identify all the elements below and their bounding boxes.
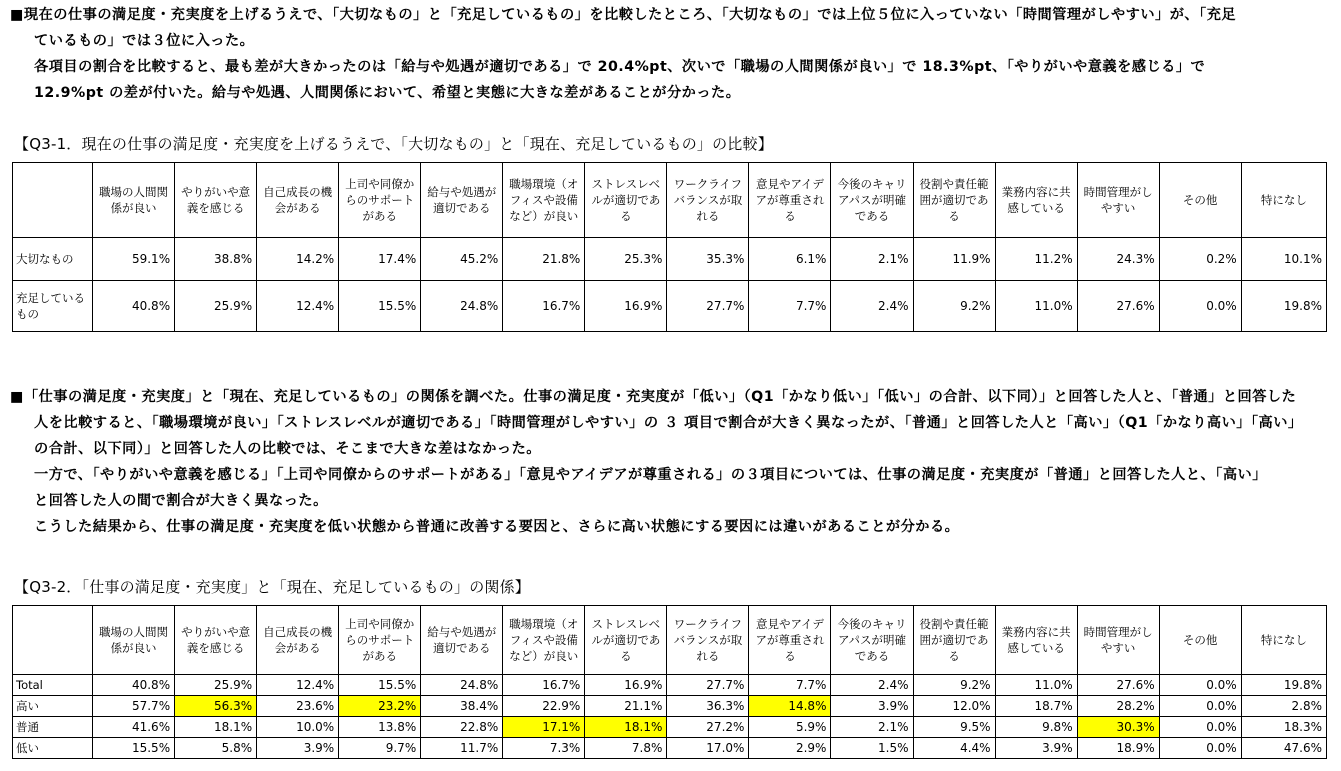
summary-line: ■「仕事の満足度・充実度」と「現在、充足しているもの」の関係を調べた。仕事の満足度・充実度が「低い」（Q1「かなり低い」「低い」の合計、以下同）」と回答した人と、「普通」と回答した: [10, 389, 1297, 405]
table-cell: 24.8%: [421, 281, 503, 332]
table-cell: 10.1%: [1241, 238, 1326, 281]
table-cell: 15.5%: [339, 675, 421, 696]
table-cell: 22.8%: [421, 717, 503, 738]
table1-title: 【Q3-1．現在の仕事の満足度・充実度を上げるうえで、「大切なもの」と「現在、充足しているもの」の比較】: [14, 135, 773, 153]
table-cell: 2.4%: [831, 281, 913, 332]
table-cell: 7.3%: [503, 738, 585, 759]
table-cell: 10.0%: [257, 717, 339, 738]
table-cell: 2.4%: [831, 675, 913, 696]
table-cell: 23.6%: [257, 696, 339, 717]
column-header: やりがいや意義を感じる: [175, 163, 257, 238]
table-cell: 7.7%: [749, 281, 831, 332]
table-cell: 36.3%: [667, 696, 749, 717]
table-cell: 16.7%: [503, 281, 585, 332]
corner-cell: [13, 606, 93, 675]
row-label: 低い: [13, 738, 93, 759]
column-header: その他: [1159, 163, 1241, 238]
table-cell: 27.6%: [1077, 281, 1159, 332]
table-cell: 11.7%: [421, 738, 503, 759]
table-cell: 11.9%: [913, 238, 995, 281]
satisfaction-relation-table: [12, 605, 1327, 759]
table-cell: 9.2%: [913, 281, 995, 332]
table-cell: 21.1%: [585, 696, 667, 717]
column-header: やりがいや意義を感じる: [175, 606, 257, 675]
column-header: ストレスレベルが適切である: [585, 606, 667, 675]
column-header: 意見やアイデアが尊重される: [749, 606, 831, 675]
summary-line: ■現在の仕事の満足度・充実度を上げるうえで、「大切なもの」と「充足しているもの」を比較したところ、「大切なもの」では上位５位に入っていない「時間管理がしやすい」が、「充足: [10, 7, 1237, 23]
table-row: [13, 696, 1327, 717]
header-row: [13, 606, 1327, 675]
summary-line: 12.9%pt の差が付いた。給与や処遇、人間関係において、希望と実態に大きな差があることが分かった。: [34, 85, 741, 101]
table-row: [13, 281, 1327, 332]
table-cell: 2.8%: [1241, 696, 1326, 717]
column-header: 業務内容に共感している: [995, 163, 1077, 238]
column-header: 今後のキャリアパスが明確である: [831, 163, 913, 238]
table-cell: 14.8%: [749, 696, 831, 717]
table-cell: 18.7%: [995, 696, 1077, 717]
row-label: 大切なもの: [13, 238, 93, 281]
summary-line: 人を比較すると、「職場環境が良い」「ストレスレベルが適切である」「時間管理がしやすい」の ３ 項目で割合が大きく異なったが、「普通」と回答した人と「高い」（Q1「かなり高い」「高い」: [34, 415, 1303, 431]
column-header: 職場の人間関係が良い: [93, 606, 175, 675]
table-cell: 17.1%: [503, 717, 585, 738]
column-header: 役割や責任範囲が適切である: [913, 606, 995, 675]
column-header: ワークライフバランスが取れる: [667, 606, 749, 675]
table-row: [13, 717, 1327, 738]
column-header: 職場の人間関係が良い: [93, 163, 175, 238]
corner-cell: [13, 163, 93, 238]
summary-line: の合計、以下同）」と回答した人の比較では、そこまで大きな差はなかった。: [34, 441, 541, 457]
table-row: [13, 238, 1327, 281]
table-cell: 3.9%: [831, 696, 913, 717]
row-label: Total: [13, 675, 93, 696]
column-header: 業務内容に共感している: [995, 606, 1077, 675]
comparison-table: [12, 162, 1327, 332]
table-cell: 7.7%: [749, 675, 831, 696]
table-cell: 2.1%: [831, 238, 913, 281]
table-cell: 17.0%: [667, 738, 749, 759]
column-header: 上司や同僚からのサポートがある: [339, 163, 421, 238]
table-cell: 25.9%: [175, 675, 257, 696]
table-cell: 5.8%: [175, 738, 257, 759]
summary-line: と回答した人の間で割合が大きく異なった。: [34, 493, 328, 509]
table-cell: 18.9%: [1077, 738, 1159, 759]
table-row: [13, 675, 1327, 696]
table-cell: 18.3%: [1241, 717, 1326, 738]
row-label: 高い: [13, 696, 93, 717]
column-header: 時間管理がしやすい: [1077, 606, 1159, 675]
table-cell: 2.9%: [749, 738, 831, 759]
column-header: 時間管理がしやすい: [1077, 163, 1159, 238]
column-header: 意見やアイデアが尊重される: [749, 163, 831, 238]
column-header: その他: [1159, 606, 1241, 675]
table-cell: 0.0%: [1159, 675, 1241, 696]
column-header: ワークライフバランスが取れる: [667, 163, 749, 238]
table-cell: 9.8%: [995, 717, 1077, 738]
column-header: 給与や処遇が適切である: [421, 606, 503, 675]
table-cell: 4.4%: [913, 738, 995, 759]
summary-paragraph-1: [0, 2, 1341, 106]
table-cell: 23.2%: [339, 696, 421, 717]
column-header: 上司や同僚からのサポートがある: [339, 606, 421, 675]
table-cell: 19.8%: [1241, 281, 1326, 332]
summary-line: 各項目の割合を比較すると、最も差が大きかったのは「給与や処遇が適切である」で 20.4%pt、次いで「職場の人間関係が良い」で 18.3%pt、「やりがいや意義を感じる」で: [34, 59, 1206, 75]
table-cell: 12.4%: [257, 281, 339, 332]
column-header: 職場環境（オフィスや設備など）が良い: [503, 606, 585, 675]
table-cell: 27.2%: [667, 717, 749, 738]
table-cell: 11.0%: [995, 675, 1077, 696]
column-header: 特になし: [1241, 606, 1326, 675]
table-cell: 1.5%: [831, 738, 913, 759]
table-cell: 30.3%: [1077, 717, 1159, 738]
table-cell: 45.2%: [421, 238, 503, 281]
table-cell: 57.7%: [93, 696, 175, 717]
row-label: 普通: [13, 717, 93, 738]
table-cell: 17.4%: [339, 238, 421, 281]
table-cell: 0.2%: [1159, 238, 1241, 281]
table-cell: 13.8%: [339, 717, 421, 738]
table-cell: 56.3%: [175, 696, 257, 717]
table-cell: 38.8%: [175, 238, 257, 281]
table-cell: 15.5%: [93, 738, 175, 759]
table-cell: 0.0%: [1159, 281, 1241, 332]
table-cell: 3.9%: [257, 738, 339, 759]
column-header: ストレスレベルが適切である: [585, 163, 667, 238]
table-cell: 47.6%: [1241, 738, 1326, 759]
table-cell: 9.2%: [913, 675, 995, 696]
table-cell: 16.9%: [585, 281, 667, 332]
table-row: [13, 738, 1327, 759]
table-cell: 38.4%: [421, 696, 503, 717]
summary-line: 一方で、「やりがいや意義を感じる」「上司や同僚からのサポートがある」「意見やアイデアが尊重される」の３項目については、仕事の満足度・充実度が「普通」と回答した人と、「高い」: [34, 467, 1267, 483]
table-cell: 14.2%: [257, 238, 339, 281]
table-cell: 28.2%: [1077, 696, 1159, 717]
table-cell: 40.8%: [93, 281, 175, 332]
table-cell: 22.9%: [503, 696, 585, 717]
column-header: 給与や処遇が適切である: [421, 163, 503, 238]
summary-line: こうした結果から、仕事の満足度・充実度を低い状態から普通に改善する要因と、さらに高い状態にする要因には違いがあることが分かる。: [34, 519, 960, 535]
table2-title: 【Q3-2．「仕事の満足度・充実度」と「現在、充足しているもの」の関係】: [14, 578, 531, 596]
table-cell: 41.6%: [93, 717, 175, 738]
table-cell: 27.7%: [667, 675, 749, 696]
table-cell: 12.0%: [913, 696, 995, 717]
column-header: 自己成長の機会がある: [257, 606, 339, 675]
table-cell: 35.3%: [667, 238, 749, 281]
table-cell: 11.0%: [995, 281, 1077, 332]
table-cell: 24.8%: [421, 675, 503, 696]
table-cell: 0.0%: [1159, 717, 1241, 738]
table-cell: 7.8%: [585, 738, 667, 759]
table-cell: 6.1%: [749, 238, 831, 281]
table-cell: 9.5%: [913, 717, 995, 738]
table-cell: 21.8%: [503, 238, 585, 281]
table-cell: 9.7%: [339, 738, 421, 759]
table-cell: 18.1%: [175, 717, 257, 738]
table-cell: 15.5%: [339, 281, 421, 332]
summary-paragraph-2: [0, 384, 1341, 540]
table-cell: 3.9%: [995, 738, 1077, 759]
table-cell: 2.1%: [831, 717, 913, 738]
table-cell: 16.7%: [503, 675, 585, 696]
table-cell: 0.0%: [1159, 738, 1241, 759]
column-header: 今後のキャリアパスが明確である: [831, 606, 913, 675]
column-header: 特になし: [1241, 163, 1326, 238]
table-cell: 16.9%: [585, 675, 667, 696]
header-row: [13, 163, 1327, 238]
table-cell: 24.3%: [1077, 238, 1159, 281]
summary-line: ているもの」では３位に入った。: [34, 33, 255, 49]
table-cell: 12.4%: [257, 675, 339, 696]
table-cell: 5.9%: [749, 717, 831, 738]
column-header: 役割や責任範囲が適切である: [913, 163, 995, 238]
table-cell: 25.9%: [175, 281, 257, 332]
table-cell: 59.1%: [93, 238, 175, 281]
table-cell: 25.3%: [585, 238, 667, 281]
column-header: 職場環境（オフィスや設備など）が良い: [503, 163, 585, 238]
table-cell: 40.8%: [93, 675, 175, 696]
table-cell: 18.1%: [585, 717, 667, 738]
row-label: 充足しているもの: [13, 281, 93, 332]
table-cell: 19.8%: [1241, 675, 1326, 696]
table-cell: 27.6%: [1077, 675, 1159, 696]
table-cell: 27.7%: [667, 281, 749, 332]
table-cell: 11.2%: [995, 238, 1077, 281]
table-cell: 0.0%: [1159, 696, 1241, 717]
column-header: 自己成長の機会がある: [257, 163, 339, 238]
